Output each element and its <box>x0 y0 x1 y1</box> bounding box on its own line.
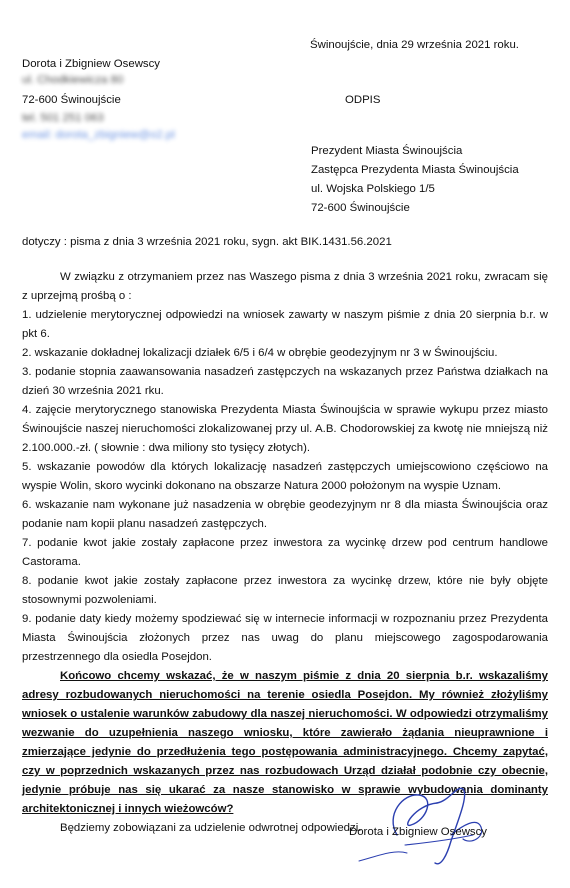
emphasis-paragraph: Końcowo chcemy wskazać, że w naszym piśmie z dnia 20 sierpnia b.r. wskazaliśmy adresy rozbudowanych nieruchomości na terenie osiedla Posejdon. My również złożyliśmy wniosek o ustalenie warunków zabudowy dla naszej nieruchomości. W odpowiedzi otrzymaliśmy wezwanie do uzupełnienia naszego wniosku, które zawierało żądania nieuprawnione i zmierzające jedynie do przedłużenia tego postępowania administracyjnego. Chcemy zapytać, czy w poprzednich wskazanych przez nas rozbudowach Urząd działał podobnie czy obecnie, jedynie próbuje nas się ukarać za nasze stanowisko w sprawie wybudowania dominanty architektonicznej i innych wieżowców? <box>22 670 548 815</box>
request-item-2: 2. wskazanie dokładnej lokalizacji działek 6/5 i 6/4 w obrębie geodezyjnym nr 3 w Świnoujściu. <box>22 347 498 359</box>
signature-typed-name: Dorota i Zbigniew Osewscy <box>349 826 488 838</box>
letter-body <box>22 268 548 838</box>
sender-city: 72-600 Świnoujście <box>22 94 121 106</box>
closing-sentence: Będziemy zobowiązani za udzielenie odwrotnej odpowiedzi. <box>60 822 362 834</box>
request-item-3: 3. podanie stopnia zaawansowania nasadzeń zastępczych na wskazanych przez Państwa działkach na dzień 30 września 2021 rku. <box>22 366 548 397</box>
request-item-5: 5. wskazanie powodów dla których lokalizację nasadzeń zastępczych umiejscowiono częściowo na wyspie Wolin, skoro wycinki dokonano na obszarze Natura 2000 położonym na wyspie Uznam. <box>22 461 548 492</box>
copy-label: ODPIS <box>345 94 381 106</box>
recipient-line-4: 72-600 Świnoujście <box>311 202 410 214</box>
subject-line: dotyczy : pisma z dnia 3 września 2021 roku, sygn. akt BIK.1431.56.2021 <box>22 236 392 248</box>
recipient-line-1: Prezydent Miasta Świnoujścia <box>311 145 463 157</box>
place-date: Świnoujście, dnia 29 września 2021 roku. <box>310 39 519 51</box>
sender-street-redacted: ul. Chodkiewicza 80 <box>22 74 124 86</box>
sender-name: Dorota i Zbigniew Osewscy <box>22 58 161 70</box>
recipient-line-3: ul. Wojska Polskiego 1/5 <box>311 183 435 195</box>
sender-email-redacted: email: dorota_zbigniew@o2.pl <box>22 129 175 141</box>
request-item-4: 4. zajęcie merytorycznego stanowiska Prezydenta Miasta Świnoujścia w sprawie wykupu przez miasto Świnoujście naszej nieruchomości zlokalizowanej przy ul. A.B. Chodorowskiej za kwotę nie mniejszą niż 2.100.000.-zł. ( słownie : dwa miliony sto tysięcy złotych). <box>22 404 548 454</box>
intro-paragraph: W związku z otrzymaniem przez nas Waszego pisma z dnia 3 września 2021 roku, zwracam się z uprzejmą prośbą o : <box>22 271 548 302</box>
request-item-1: 1. udzielenie merytorycznej odpowiedzi na wniosek zawarty w naszym piśmie z dnia 20 sierpnia b.r. w pkt 6. <box>22 309 548 340</box>
recipient-line-2: Zastępca Prezydenta Miasta Świnoujścia <box>311 164 519 176</box>
request-item-6: 6. wskazanie nam wykonane już nasadzenia w obrębie geodezyjnym nr 8 dla miasta Świnoujścia oraz podanie nam kopii planu nasadzeń zastępczych. <box>22 499 548 530</box>
request-item-9: 9. podanie daty kiedy możemy spodziewać się w internecie informacji w rozpoznaniu przez Prezydenta Miasta Świnoujścia złożonych przez nas uwag do planu miejscowego zagospodarowania przestrzennego dla osiedla Posejdon. <box>22 613 548 663</box>
request-item-8: 8. podanie kwot jakie zostały zapłacone przez inwestora za wycinkę drzew, które nie były objęte stosownymi pozwoleniami. <box>22 575 548 606</box>
sender-phone-redacted: tel. 501 251 063 <box>22 112 104 124</box>
request-item-7: 7. podanie kwot jakie zostały zapłacone przez inwestora za wycinkę drzew pod centrum handlowe Castorama. <box>22 537 548 568</box>
